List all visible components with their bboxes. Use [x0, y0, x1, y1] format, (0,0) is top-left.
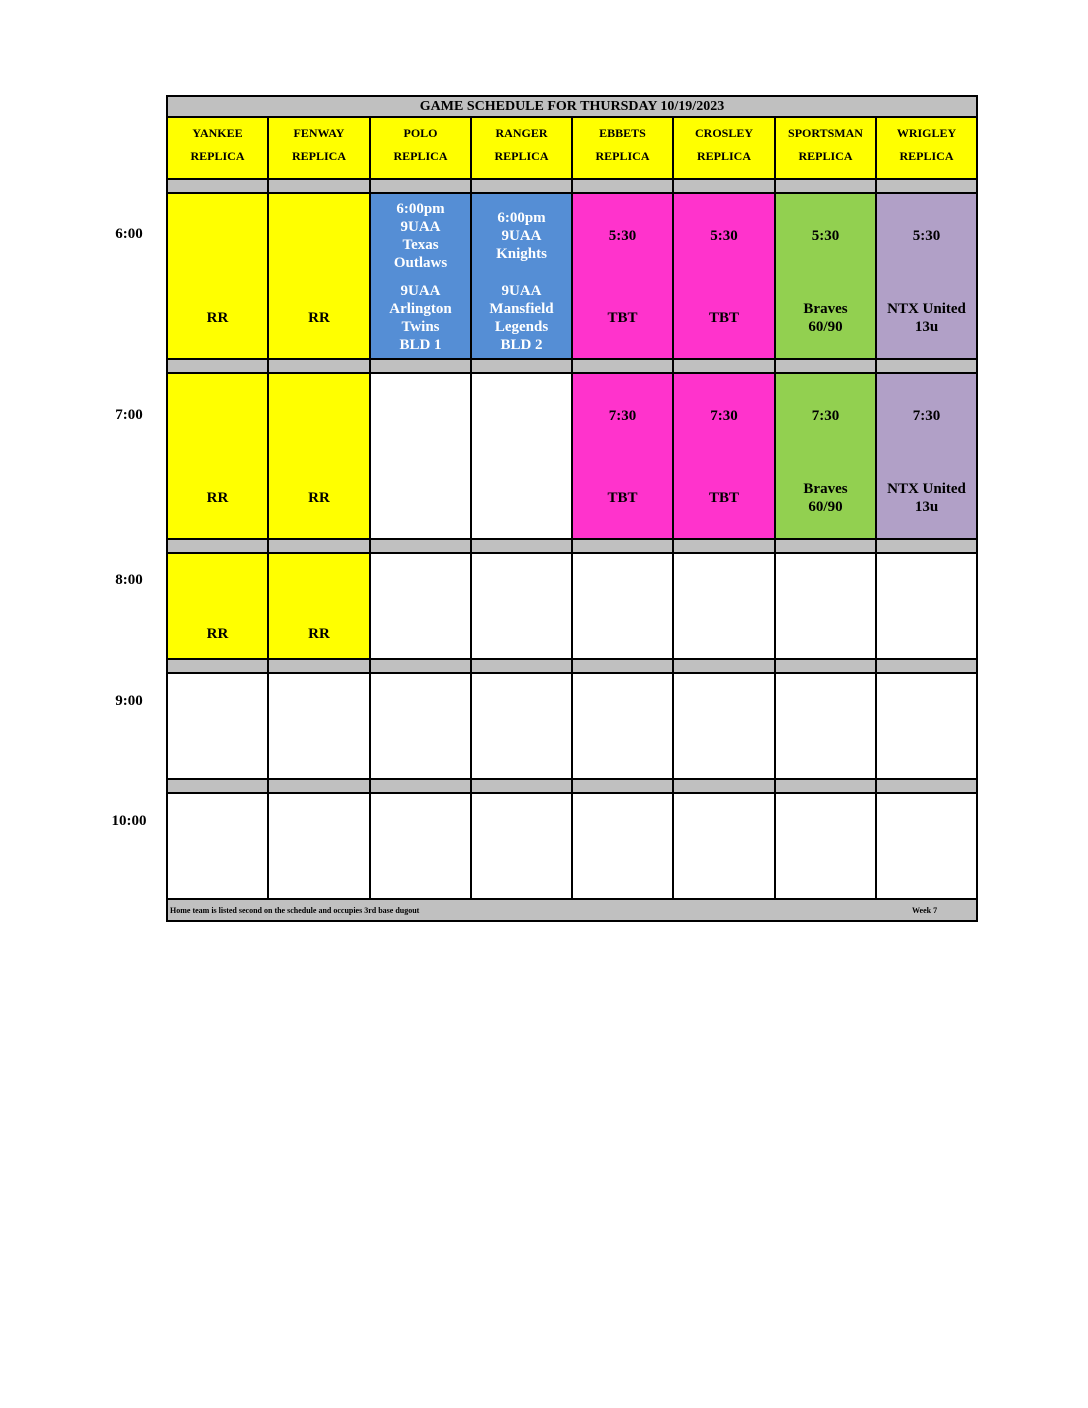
- field-header-ranger: [470, 116, 573, 180]
- field-subtitle: REPLICA: [899, 149, 954, 163]
- game-cell-wrigley: [875, 192, 978, 360]
- game-teams: RR: [206, 490, 229, 506]
- game-cell-ebbets: [571, 192, 674, 360]
- game-cell-sportsman: [774, 372, 877, 540]
- field-name: WRIGLEY: [896, 126, 957, 140]
- game-cell-yankee: [166, 372, 269, 540]
- game-cell-polo: [369, 192, 472, 360]
- field-header-yankee: [166, 116, 269, 180]
- game-cell-sportsman: [774, 192, 877, 360]
- game-time: 5:30: [608, 228, 637, 244]
- game-cell-sportsman: [774, 552, 877, 660]
- game-cell-crosley: [672, 672, 776, 780]
- field-header-wrigley: [875, 116, 978, 180]
- game-cell-sportsman: [774, 672, 877, 780]
- game-cell-yankee: [166, 552, 269, 660]
- game-cell-ebbets: [571, 672, 674, 780]
- game-cell-wrigley: [875, 372, 978, 540]
- game-cell-ranger: [470, 792, 573, 900]
- game-cell-polo: [369, 372, 472, 540]
- field-name: RANGER: [495, 126, 548, 140]
- game-teams: NTX United 13u: [887, 301, 966, 335]
- field-name: CROSLEY: [694, 126, 753, 140]
- game-cell-wrigley: [875, 552, 978, 660]
- game-cell-polo: [369, 792, 472, 900]
- footer-note: Home team is listed second on the schedule and occupies 3rd base dugout: [170, 906, 420, 915]
- game-time: 7:30: [710, 408, 738, 424]
- game-time: 6:00pm 9UAA Knights: [496, 210, 547, 262]
- time-label: 10:00: [111, 813, 147, 829]
- field-name: SPORTSMAN: [788, 126, 863, 140]
- game-teams: TBT: [607, 490, 638, 506]
- field-header-crosley: [672, 116, 776, 180]
- game-cell-yankee: [166, 672, 269, 780]
- time-label: 9:00: [115, 693, 143, 709]
- game-cell-yankee: [166, 192, 269, 360]
- game-teams: RR: [308, 310, 330, 326]
- game-cell-ebbets: [571, 372, 674, 540]
- field-header-ebbets: [571, 116, 674, 180]
- time-label: 8:00: [115, 572, 143, 588]
- field-subtitle: REPLICA: [494, 149, 549, 163]
- game-teams: TBT: [607, 310, 638, 326]
- game-cell-wrigley: [875, 672, 978, 780]
- field-name: YANKEE: [192, 126, 243, 140]
- field-subtitle: REPLICA: [190, 149, 245, 163]
- game-cell-fenway: [267, 372, 371, 540]
- game-cell-ebbets: [571, 792, 674, 900]
- schedule-title: GAME SCHEDULE FOR THURSDAY 10/19/2023: [166, 95, 978, 118]
- game-cell-polo: [369, 672, 472, 780]
- game-cell-crosley: [672, 372, 776, 540]
- time-label: 6:00: [115, 226, 143, 242]
- game-cell-fenway: [267, 672, 371, 780]
- field-subtitle: REPLICA: [393, 149, 448, 163]
- game-teams: Braves 60/90: [803, 301, 848, 335]
- field-subtitle: REPLICA: [696, 149, 751, 163]
- game-cell-ranger: [470, 372, 573, 540]
- game-time: 7:30: [608, 408, 637, 424]
- game-teams: 9UAA Arlington Twins BLD 1: [389, 283, 452, 353]
- field-header-polo: [369, 116, 472, 180]
- game-teams: RR: [206, 310, 229, 326]
- field-name: FENWAY: [293, 126, 345, 140]
- game-time: 7:30: [811, 408, 840, 424]
- game-teams: Braves 60/90: [803, 481, 848, 515]
- game-cell-ranger: [470, 552, 573, 660]
- field-header-fenway: [267, 116, 371, 180]
- game-cell-crosley: [672, 792, 776, 900]
- game-cell-crosley: [672, 192, 776, 360]
- game-time: 5:30: [811, 228, 840, 244]
- game-cell-ranger: [470, 192, 573, 360]
- game-teams: NTX United 13u: [887, 481, 966, 515]
- field-subtitle: REPLICA: [798, 149, 853, 163]
- game-cell-fenway: [267, 192, 371, 360]
- game-time: 6:00pm 9UAA Texas Outlaws: [393, 201, 448, 271]
- game-cell-fenway: [267, 552, 371, 660]
- field-subtitle: REPLICA: [595, 149, 650, 163]
- field-subtitle: REPLICA: [291, 149, 346, 163]
- game-cell-ranger: [470, 672, 573, 780]
- field-name: EBBETS: [599, 126, 646, 140]
- game-teams: TBT: [708, 310, 739, 326]
- schedule-footer: [166, 898, 978, 922]
- game-cell-fenway: [267, 792, 371, 900]
- footer-week: Week 7: [912, 906, 938, 915]
- game-cell-ebbets: [571, 552, 674, 660]
- game-teams: RR: [206, 626, 229, 642]
- game-cell-crosley: [672, 552, 776, 660]
- game-teams: 9UAA Mansfield Legends BLD 2: [489, 283, 554, 353]
- game-cell-sportsman: [774, 792, 877, 900]
- game-time: 7:30: [912, 408, 941, 424]
- field-header-sportsman: [774, 116, 877, 180]
- game-time: 5:30: [710, 228, 738, 244]
- game-time: 5:30: [912, 228, 941, 244]
- game-cell-wrigley: [875, 792, 978, 900]
- game-teams: RR: [308, 626, 330, 642]
- game-cell-yankee: [166, 792, 269, 900]
- game-cell-polo: [369, 552, 472, 660]
- field-name: POLO: [403, 126, 438, 140]
- game-teams: TBT: [708, 490, 739, 506]
- game-teams: RR: [308, 490, 330, 506]
- time-label: 7:00: [115, 407, 143, 423]
